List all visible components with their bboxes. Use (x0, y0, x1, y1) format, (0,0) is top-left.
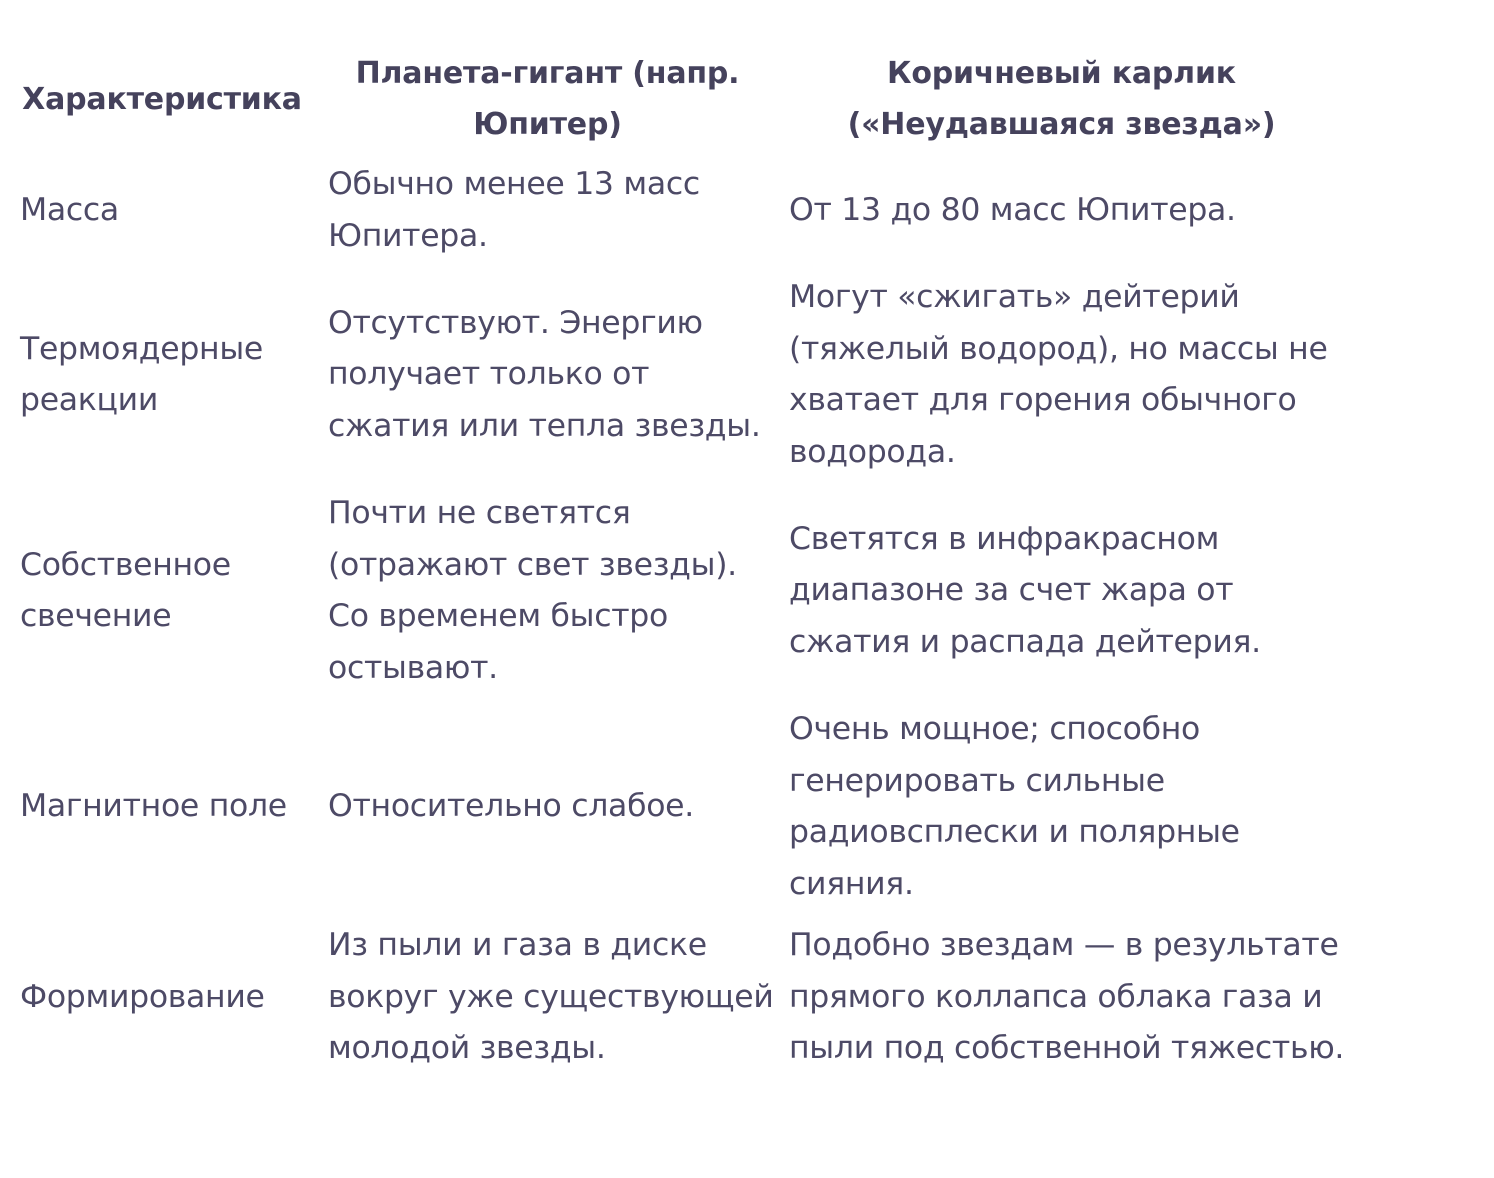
comparison-table (6, 48, 1346, 1080)
table-body (6, 154, 1346, 1080)
table-row (6, 267, 1346, 483)
table-row (6, 699, 1346, 915)
header-brown-dwarf: Коричневый карлик («Неудавшаяся звезда») (847, 56, 1276, 142)
cell-brown-dwarf: От 13 до 80 масс Юпитера. (789, 191, 1236, 228)
comparison-table-container (6, 48, 1346, 1080)
table-row (6, 154, 1346, 267)
cell-giant-planet: Обычно менее 13 масс Юпитера. (328, 166, 700, 254)
cell-giant-planet: Почти не светятся (отражают свет звезды). Со временем быстро остывают. (328, 495, 737, 686)
cell-characteristic: Термоядерные реакции (20, 330, 264, 418)
cell-characteristic: Собственное свечение (20, 546, 231, 634)
header-giant-planet: Планета-гигант (напр. Юпитер) (355, 56, 740, 142)
header-row (6, 48, 1346, 154)
cell-brown-dwarf: Светятся в инфракрасном диапазоне за счет жара от сжатия и распада дейтерия. (789, 520, 1261, 660)
cell-characteristic: Формирование (20, 978, 265, 1015)
cell-brown-dwarf: Очень мощное; способно генерировать сильные радиовсплески и полярные сияния. (789, 711, 1240, 902)
cell-giant-planet: Относительно слабое. (328, 788, 694, 825)
cell-brown-dwarf: Подобно звездам — в результате прямого коллапса облака газа и пыли под собственной тяжестью. (789, 927, 1345, 1066)
cell-characteristic: Масса (20, 191, 119, 228)
table-header (6, 48, 1346, 154)
cell-giant-planet: Отсутствуют. Энергию получает только от сжатия или тепла звезды. (328, 304, 761, 444)
cell-characteristic: Магнитное поле (20, 788, 287, 825)
cell-giant-planet: Из пыли и газа в диске вокруг уже существующей молодой звезды. (328, 927, 774, 1066)
header-characteristic: Характеристика (22, 81, 302, 117)
cell-brown-dwarf: Могут «сжигать» дейтерий (тяжелый водород), но массы не хватает для горения обычного водорода. (789, 279, 1328, 470)
table-row (6, 483, 1346, 699)
table-row (6, 915, 1346, 1080)
